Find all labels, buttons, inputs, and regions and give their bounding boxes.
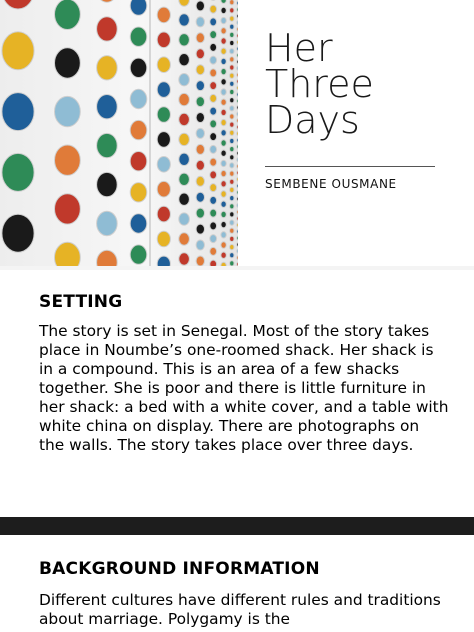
wall-hole bbox=[230, 155, 234, 160]
section-body: Different cultures have different rules and traditions about marriage. Polygamy is the bbox=[39, 591, 441, 628]
wall-hole bbox=[230, 122, 234, 127]
wall-hole bbox=[210, 196, 217, 204]
wall-hole bbox=[237, 125, 238, 129]
wall-hole bbox=[97, 56, 118, 80]
wall-hole bbox=[196, 192, 204, 202]
wall-hole bbox=[196, 1, 204, 11]
wall-hole bbox=[210, 247, 217, 255]
wall-hole bbox=[196, 160, 204, 170]
wall-hole bbox=[221, 7, 226, 13]
wall-hole bbox=[237, 223, 238, 227]
wall-hole bbox=[210, 184, 217, 192]
wall-hole bbox=[237, 177, 238, 181]
setting-section bbox=[0, 270, 474, 517]
wall-hole bbox=[210, 107, 217, 115]
wall-hole bbox=[237, 262, 238, 266]
wall-hole bbox=[196, 224, 204, 234]
wall-hole bbox=[210, 18, 217, 26]
wall-hole bbox=[157, 231, 170, 247]
wall-hole bbox=[237, 99, 238, 103]
wall-hole bbox=[230, 73, 234, 78]
title-divider bbox=[265, 166, 435, 167]
wall-hole bbox=[237, 217, 238, 221]
wall-hole bbox=[230, 49, 234, 54]
wall-hole bbox=[237, 151, 238, 155]
wall-hole bbox=[237, 243, 238, 247]
wall-hole bbox=[179, 133, 190, 145]
wall-hole bbox=[237, 164, 238, 168]
wall-hole bbox=[230, 24, 234, 29]
wall-hole bbox=[230, 196, 234, 201]
wall-hole bbox=[97, 133, 118, 157]
title-line: Her bbox=[265, 26, 333, 70]
wall-hole bbox=[237, 53, 238, 57]
wall-hole bbox=[230, 171, 234, 176]
cover-image bbox=[0, 0, 238, 266]
wall-hole bbox=[230, 32, 234, 37]
wall-hole bbox=[237, 40, 238, 44]
wall-hole bbox=[2, 93, 34, 131]
wall-hole bbox=[221, 211, 226, 217]
wall-hole bbox=[179, 233, 190, 245]
wall-hole bbox=[196, 128, 204, 138]
wall-hole bbox=[221, 191, 226, 197]
wall-hole bbox=[179, 113, 190, 125]
wall-hole bbox=[230, 245, 234, 250]
wall-hole bbox=[237, 112, 238, 116]
wall-hole bbox=[210, 120, 217, 128]
wall-hole bbox=[237, 236, 238, 240]
section-divider-band bbox=[0, 517, 474, 535]
wall-hole bbox=[221, 89, 226, 95]
wall-hole bbox=[230, 65, 234, 70]
wall-hole bbox=[179, 93, 190, 105]
wall-hole bbox=[237, 60, 238, 64]
wall-hole bbox=[221, 232, 226, 238]
wall-hole bbox=[97, 17, 118, 41]
wall-hole bbox=[157, 7, 170, 23]
wall-hole bbox=[130, 120, 147, 139]
wall-hole bbox=[97, 172, 118, 196]
wall-hole bbox=[237, 132, 238, 136]
wall-hole bbox=[130, 58, 147, 77]
section-heading: SETTING bbox=[39, 292, 123, 312]
wall-hole bbox=[210, 260, 217, 266]
wall-hole bbox=[210, 94, 217, 102]
wall-hole bbox=[230, 114, 234, 119]
wall-hole bbox=[55, 194, 81, 224]
wall-hole bbox=[237, 138, 238, 142]
wall-hole bbox=[221, 242, 226, 248]
wall-hole bbox=[196, 144, 204, 154]
wall-hole bbox=[230, 0, 234, 5]
title-line: Three bbox=[265, 62, 374, 106]
wall-hole bbox=[210, 5, 217, 13]
wall-hole bbox=[237, 197, 238, 201]
wall-hole bbox=[130, 245, 147, 264]
wall-hole bbox=[196, 97, 204, 107]
book-title bbox=[265, 26, 437, 142]
wall-hole bbox=[130, 89, 147, 108]
wall-hole bbox=[210, 133, 217, 141]
wall-hole bbox=[237, 158, 238, 162]
wall-hole bbox=[130, 214, 147, 233]
wall-hole bbox=[237, 145, 238, 149]
wall-hole bbox=[237, 106, 238, 110]
wall-hole bbox=[179, 213, 190, 225]
wall-hole bbox=[179, 14, 190, 26]
wall-hole bbox=[230, 57, 234, 62]
wall-hole bbox=[237, 119, 238, 123]
wall-hole bbox=[221, 170, 226, 176]
wall-hole bbox=[2, 214, 34, 252]
wall-hole bbox=[2, 32, 34, 70]
wall-hole bbox=[230, 147, 234, 152]
wall-hole bbox=[237, 190, 238, 194]
perforated-wall-graphic bbox=[0, 0, 238, 266]
wall-hole bbox=[237, 73, 238, 77]
wall-hole bbox=[230, 98, 234, 103]
wall-hole bbox=[210, 158, 217, 166]
wall-hole bbox=[157, 82, 170, 98]
wall-hole bbox=[196, 49, 204, 59]
wall-hole bbox=[221, 48, 226, 54]
wall-hole bbox=[230, 163, 234, 168]
wall-hole bbox=[221, 0, 226, 3]
title-line: Days bbox=[265, 98, 360, 142]
wall-hole bbox=[157, 32, 170, 48]
wall-hole bbox=[130, 183, 147, 202]
wall-hole bbox=[230, 138, 234, 143]
wall-hole bbox=[230, 236, 234, 241]
wall-hole bbox=[230, 16, 234, 21]
wall-hole bbox=[230, 253, 234, 258]
wall-hole bbox=[130, 152, 147, 171]
wall-hole bbox=[237, 171, 238, 175]
wall-hole bbox=[210, 145, 217, 153]
wall-hole bbox=[210, 171, 217, 179]
wall-hole bbox=[237, 79, 238, 83]
wall-hole bbox=[196, 208, 204, 218]
wall-hole bbox=[230, 106, 234, 111]
wall-hole bbox=[196, 17, 204, 27]
wall-hole bbox=[221, 150, 226, 156]
wall-hole bbox=[210, 31, 217, 39]
wall-hole bbox=[55, 145, 81, 175]
wall-hole bbox=[196, 33, 204, 43]
wall-hole bbox=[237, 93, 238, 97]
wall-hole bbox=[196, 65, 204, 75]
wall-hole bbox=[221, 252, 226, 258]
wall-hole bbox=[179, 153, 190, 165]
wall-hole bbox=[210, 222, 217, 230]
wall-hole bbox=[130, 0, 147, 15]
wall-hole bbox=[210, 209, 217, 217]
wall-hole bbox=[221, 99, 226, 105]
wall-hole bbox=[237, 203, 238, 207]
wall-hole bbox=[157, 206, 170, 222]
wall-hole bbox=[230, 212, 234, 217]
wall-hole bbox=[221, 201, 226, 207]
wall-hole bbox=[237, 34, 238, 38]
wall-hole bbox=[237, 14, 238, 18]
wall-hole bbox=[237, 27, 238, 31]
wall-hole bbox=[157, 107, 170, 123]
wall-hole bbox=[210, 56, 217, 64]
wall-hole bbox=[230, 228, 234, 233]
wall-hole bbox=[179, 34, 190, 46]
wall-hole bbox=[230, 8, 234, 13]
wall-hole bbox=[2, 153, 34, 191]
author-name: SEMBENE OUSMANE bbox=[265, 177, 397, 191]
wall-hole bbox=[237, 1, 238, 5]
wall-hole bbox=[196, 113, 204, 123]
wall-hole bbox=[179, 74, 190, 86]
cover-section bbox=[0, 0, 474, 266]
wall-hole bbox=[237, 66, 238, 70]
wall-hole bbox=[221, 58, 226, 64]
wall-hole bbox=[221, 68, 226, 74]
wall-hole bbox=[97, 95, 118, 119]
wall-hole bbox=[237, 230, 238, 234]
wall-hole bbox=[237, 8, 238, 12]
wall-hole bbox=[210, 69, 217, 77]
wall-hole bbox=[210, 43, 217, 51]
wall-hole bbox=[237, 184, 238, 188]
wall-hole bbox=[230, 89, 234, 94]
wall-hole bbox=[210, 235, 217, 243]
wall-hole bbox=[237, 256, 238, 260]
wall-hole bbox=[179, 193, 190, 205]
wall-hole bbox=[55, 48, 81, 78]
wall-hole bbox=[237, 249, 238, 253]
wall-hole bbox=[221, 28, 226, 34]
wall-hole bbox=[179, 54, 190, 66]
wall-hole bbox=[55, 96, 81, 126]
section-heading: BACKGROUND INFORMATION bbox=[39, 559, 320, 579]
wall-hole bbox=[237, 86, 238, 90]
wall-hole bbox=[179, 173, 190, 185]
wall-hole bbox=[221, 181, 226, 187]
wall-hole bbox=[179, 253, 190, 265]
wall-hole bbox=[157, 181, 170, 197]
wall-hole bbox=[157, 57, 170, 73]
wall-hole bbox=[237, 21, 238, 25]
wall-hole bbox=[230, 261, 234, 266]
wall-hole bbox=[230, 81, 234, 86]
wall-hole bbox=[221, 221, 226, 227]
wall-hole bbox=[230, 204, 234, 209]
background-section bbox=[0, 535, 474, 632]
wall-hole bbox=[237, 210, 238, 214]
wall-hole bbox=[221, 119, 226, 125]
wall-hole bbox=[221, 79, 226, 85]
wall-hole bbox=[221, 262, 226, 266]
wall-hole bbox=[196, 81, 204, 91]
section-body: The story is set in Senegal. Most of the story takes place in Noumbe’s one-roomed shack. Her shack is in a compound. This is an area of a few shacks together. She is poor and there is little furniture in her shack: a bed with a white cover, and a table with white china on display. There are photographs on the walls. The story takes place over three days. bbox=[39, 322, 449, 454]
wall-hole bbox=[196, 176, 204, 186]
wall-hole bbox=[221, 130, 226, 136]
wall-hole bbox=[130, 27, 147, 46]
wall-hole bbox=[196, 240, 204, 250]
wall-hole bbox=[230, 40, 234, 45]
wall-hole bbox=[97, 211, 118, 235]
wall-hole bbox=[230, 220, 234, 225]
wall-hole bbox=[230, 187, 234, 192]
wall-hole bbox=[221, 17, 226, 23]
wall-hole bbox=[210, 82, 217, 90]
wall-hole bbox=[230, 179, 234, 184]
wall-hole bbox=[157, 132, 170, 148]
wall-hole bbox=[230, 130, 234, 135]
wall-hole bbox=[237, 47, 238, 51]
wall-hole bbox=[221, 160, 226, 166]
wall-hole bbox=[221, 140, 226, 146]
wall-hole bbox=[55, 0, 81, 30]
wall-hole bbox=[221, 38, 226, 44]
wall-hole bbox=[221, 109, 226, 115]
wall-hole bbox=[196, 256, 204, 266]
wall-hole bbox=[157, 157, 170, 173]
